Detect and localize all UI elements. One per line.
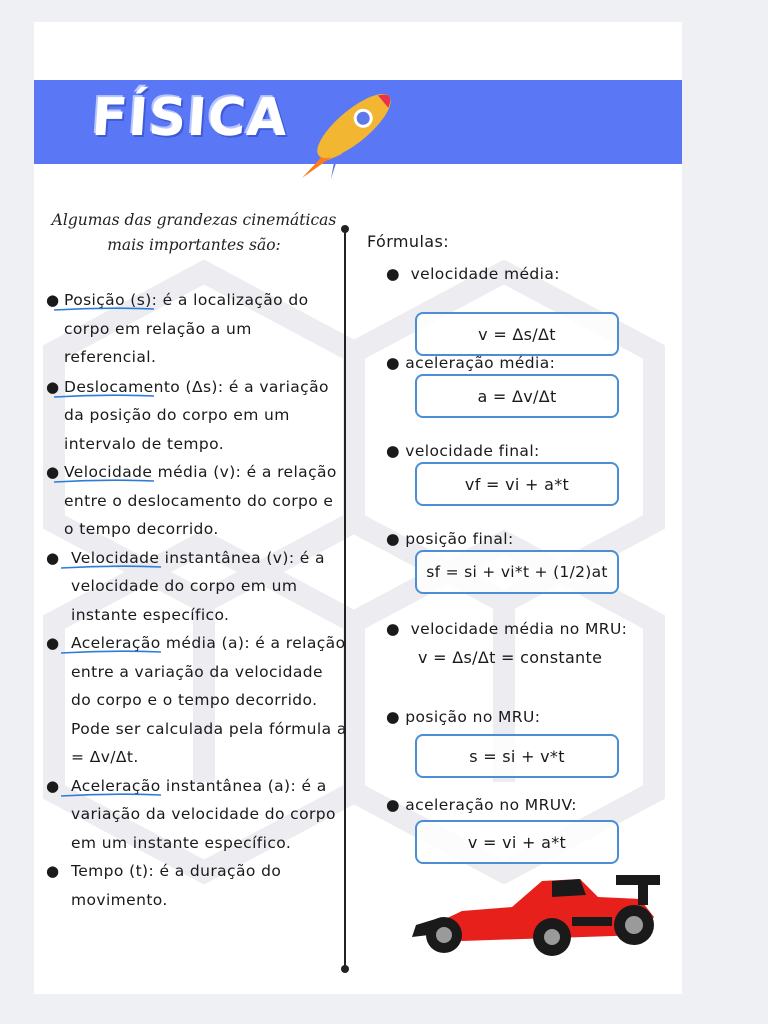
- formula-box: sf = si + vi*t + (1/2)at: [415, 550, 619, 594]
- page-title: FÍSICA: [89, 88, 291, 148]
- formula-label: ● velocidade média no MRU:: [386, 620, 628, 638]
- definition-text: : é a velocidade do corpo em um instante específico.: [71, 548, 325, 624]
- formula-box: a = Δv/Δt: [415, 374, 619, 418]
- list-item: [48, 373, 348, 459]
- formula-text: v = Δs/Δt = constante: [418, 648, 603, 667]
- list-item: [48, 544, 348, 630]
- definition-text: : é a variação da velocidade do corpo em um instante específico.: [71, 776, 336, 852]
- formula-label: ● posição no MRU:: [386, 708, 541, 726]
- study-sheet: [34, 22, 682, 994]
- definition-text: Tempo (t): é a duração do movimento.: [71, 862, 282, 909]
- list-item: [48, 772, 348, 858]
- term-velocidade-media: Velocidade média (v): [64, 463, 236, 481]
- formula-label: ● velocidade final:: [386, 442, 540, 460]
- term-velocidade-instantanea: Velocidade instantânea (v): [71, 549, 289, 567]
- formula-label: ● aceleração no MRUV:: [386, 796, 577, 814]
- term-aceleracao-instantanea: Aceleração instantânea (a): [71, 777, 291, 795]
- bullet-icon: ●: [46, 862, 60, 880]
- intro-text: [34, 208, 354, 258]
- formula-box: s = si + v*t: [415, 734, 619, 778]
- list-item: [48, 629, 348, 772]
- intro-line-1: Algumas das grandezas cinemáticas: [51, 211, 337, 229]
- list-item: [48, 458, 348, 544]
- definitions-list: [48, 286, 348, 914]
- bullet-icon: ●: [46, 463, 60, 481]
- divider-dot-top: [341, 225, 349, 233]
- bullet-icon: ●: [46, 377, 60, 396]
- list-item: [48, 286, 348, 372]
- definition-text: : é a relação entre a variação da velocidade do corpo e o tempo decorrido. Pode ser calculada pela fórmula a = Δv/Δt.: [71, 634, 347, 766]
- formula-label: ● posição final:: [386, 530, 514, 548]
- bullet-icon: ●: [46, 548, 60, 567]
- term-aceleracao-media: Aceleração média (a): [71, 634, 244, 652]
- formula-box: vf = vi + a*t: [415, 462, 619, 506]
- formula-box: v = vi + a*t: [415, 820, 619, 864]
- race-car-icon: [402, 867, 662, 957]
- formula-label: ● aceleração média:: [386, 354, 556, 372]
- formula-box: v = Δs/Δt: [415, 312, 619, 356]
- formulas-title: Fórmulas:: [367, 232, 450, 251]
- bullet-icon: ●: [46, 776, 60, 795]
- divider-dot-bottom: [341, 965, 349, 973]
- intro-line-2: mais importantes são:: [107, 236, 281, 254]
- bullet-icon: ●: [46, 634, 60, 652]
- rocket-icon: [284, 66, 409, 181]
- definition-text: : é a variação da posição do corpo em um intervalo de tempo.: [64, 377, 329, 453]
- term-deslocamento: Deslocamento (Δs): [64, 378, 218, 396]
- definition-text: : é a relação entre o deslocamento do corpo e o tempo decorrido.: [64, 463, 337, 538]
- term-posicao: Posição (s): [64, 291, 152, 309]
- formula-label: ● velocidade média:: [386, 265, 560, 283]
- bullet-icon: ●: [46, 291, 60, 309]
- definition-text: : é a localização do corpo em relação a um referencial.: [64, 291, 309, 366]
- list-item: [48, 857, 348, 914]
